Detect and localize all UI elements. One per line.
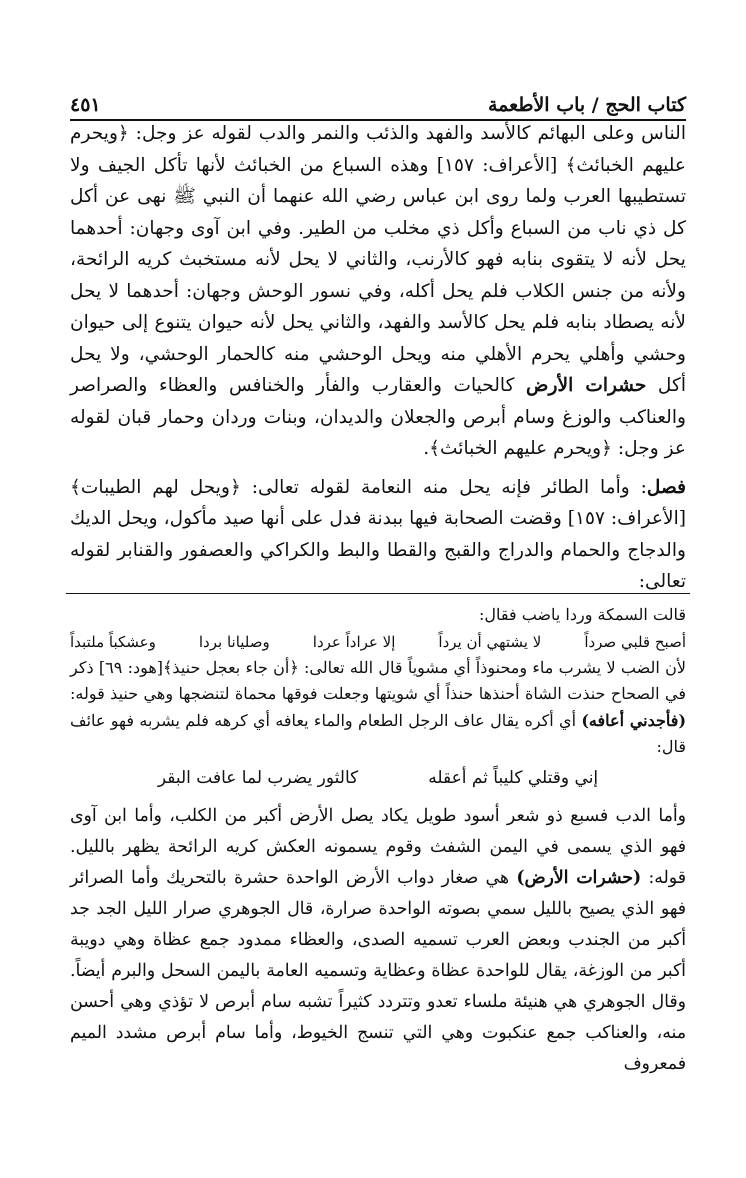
commentary-notes: [70, 602, 686, 1080]
verse-line-2: [70, 763, 686, 793]
text-span: لأن الضب لا يشرب ماء ومحنوذاً أي مشوياً قال الله تعالى: ﴿أن جاء بعجل حنيذ﴾[هود: ٦٩] ذكر في الصحاح حنذت الشاة أحنذها حنذاً أي شويتها وجعلت فوقها محماة لتنضجها وهي حنيذ قوله:: [70, 657, 686, 703]
text-span: كالحيات والعقارب والفأر والخنافس والعظاء والصراصر والعناكب والوزغ وسام أبرص والجعلان والديدان، وبنات وردان وحمار قبان لقوله عز وجل: ﴿ويحرم عليهم الخبائث﴾.: [70, 375, 686, 459]
verse-hemistich: إني وقتلي كليباً ثم أعقله: [428, 767, 599, 788]
page-number: ٤٥١: [70, 94, 101, 116]
verse-segment: وصليانا بردا: [198, 632, 270, 651]
section-label: فصل: [646, 476, 686, 498]
verse-line-1: [70, 629, 686, 655]
text-span: : وأما الطائر فإنه يحل منه النعامة لقوله تعالى: ﴿ويحل لهم الطيبات﴾ [الأعراف: ١٥٧] وقضت الصحابة فيها ببدنة فدل على أنها صيد مأكول، ويحل الديك والدجاج والحمام والدراج والقبج والقطا والبط والكراكي والعصفور والقنابر لقوله تعالى:: [70, 476, 686, 592]
note-intro: قالت السمكة وردا ياضب فقال:: [479, 605, 686, 624]
note-animals: [70, 801, 686, 1080]
note-hanith: [70, 655, 686, 761]
verse-segment: أصبح قلبي صرداً: [584, 632, 686, 651]
running-title: كتاب الحج / باب الأطعمة: [488, 94, 686, 116]
text-span: أي أكره يقال عاف الرجل الطعام والماء يعافه أي كرهه فلم يشربه فهو عائف قال:: [70, 710, 686, 756]
verse-segment: وعشكباً ملتبداً: [70, 632, 156, 651]
text-span: وأما الدب فسبع ذو شعر أسود طويل يكاد يصل الأرض أكبر من الكلب، وأما ابن آوى فهو الذي يسمى في اليمن الشفث وقوم يسمونه العكش كريه الرائحة يظهر بالليل. قوله:: [70, 805, 686, 888]
main-text: [70, 118, 686, 598]
paragraph-carnivores: [70, 118, 686, 465]
bold-term: حشرات الأرض: [526, 375, 647, 396]
bold-term: (فأجدني أعافه): [581, 710, 687, 730]
bold-term: (حشرات الأرض): [516, 867, 642, 888]
verse-segment: إلا عراداً عردا: [312, 632, 396, 651]
text-span: هي صغار دواب الأرض الواحدة حشرة بالتحريك وأما الصرائر فهو الذي يصيح بالليل سمي بصوته الواحدة صرارة، قال الجوهري صرار الليل الجد جد أكبر من الجندب وبعض العرب تسميه الصدى، والعظاء ممدود جمع عظاة وهي دويبة أكبر من الوزغة، يقال للواحدة عظاة وعظاية وتسميه العامة باليمن السحل والبرم أيضاً. وقال الجوهري هي هنيئة ملساء تعدو وتتردد كثيراً تشبه سام أبرص لا تؤذي وهي أحسن منه، والعناكب جمع عنكبوت وهي التي تنسج الخيوط، وأما سام أبرص مشدد الميم فمعروف: [70, 867, 686, 1074]
verse-segment: لا يشتهي أن يرداً: [438, 632, 542, 651]
verse-hemistich: كالثور يضرب لما عافت البقر: [157, 767, 359, 788]
text-span: الناس وعلى البهائم كالأسد والفهد والذئب والنمر والدب لقوله عز وجل: ﴿ويحرم عليهم الخبائث﴾ [الأعراف: ١٥٧] وهذه السباع من الخبائث لأنها تأكل الجيف ولا تستطيبها العرب ولما روى ابن عباس رضي الله عنهما أن النبي ﷺ نهى عن أكل كل ذي ناب من السباع وأكل ذي مخلب من الطير. وفي ابن آوى وجهان: أحدهما يحل لأنه لا يتقوى بنابه فهو كالأرنب، والثاني لا يحل لأنه مستخبث كريه الرائحة، ولأنه من جنس الكلاب فلم يحل أكله، وفي نسور الوحش وجهان: أحدهما لا يحل لأنه يصطاد بنابه فلم يحل كالأسد والفهد، والثاني يحل لأنه حيوان يتنوع إلى حيوان وحشي وأهلي يحرم الأهلي منه ويحل الوحشي منه كالحمار الوحشي، ولا يحل أكل: [70, 123, 687, 396]
paragraph-birds: [70, 472, 686, 598]
footnote-separator: [66, 593, 690, 594]
running-header: [70, 82, 686, 121]
